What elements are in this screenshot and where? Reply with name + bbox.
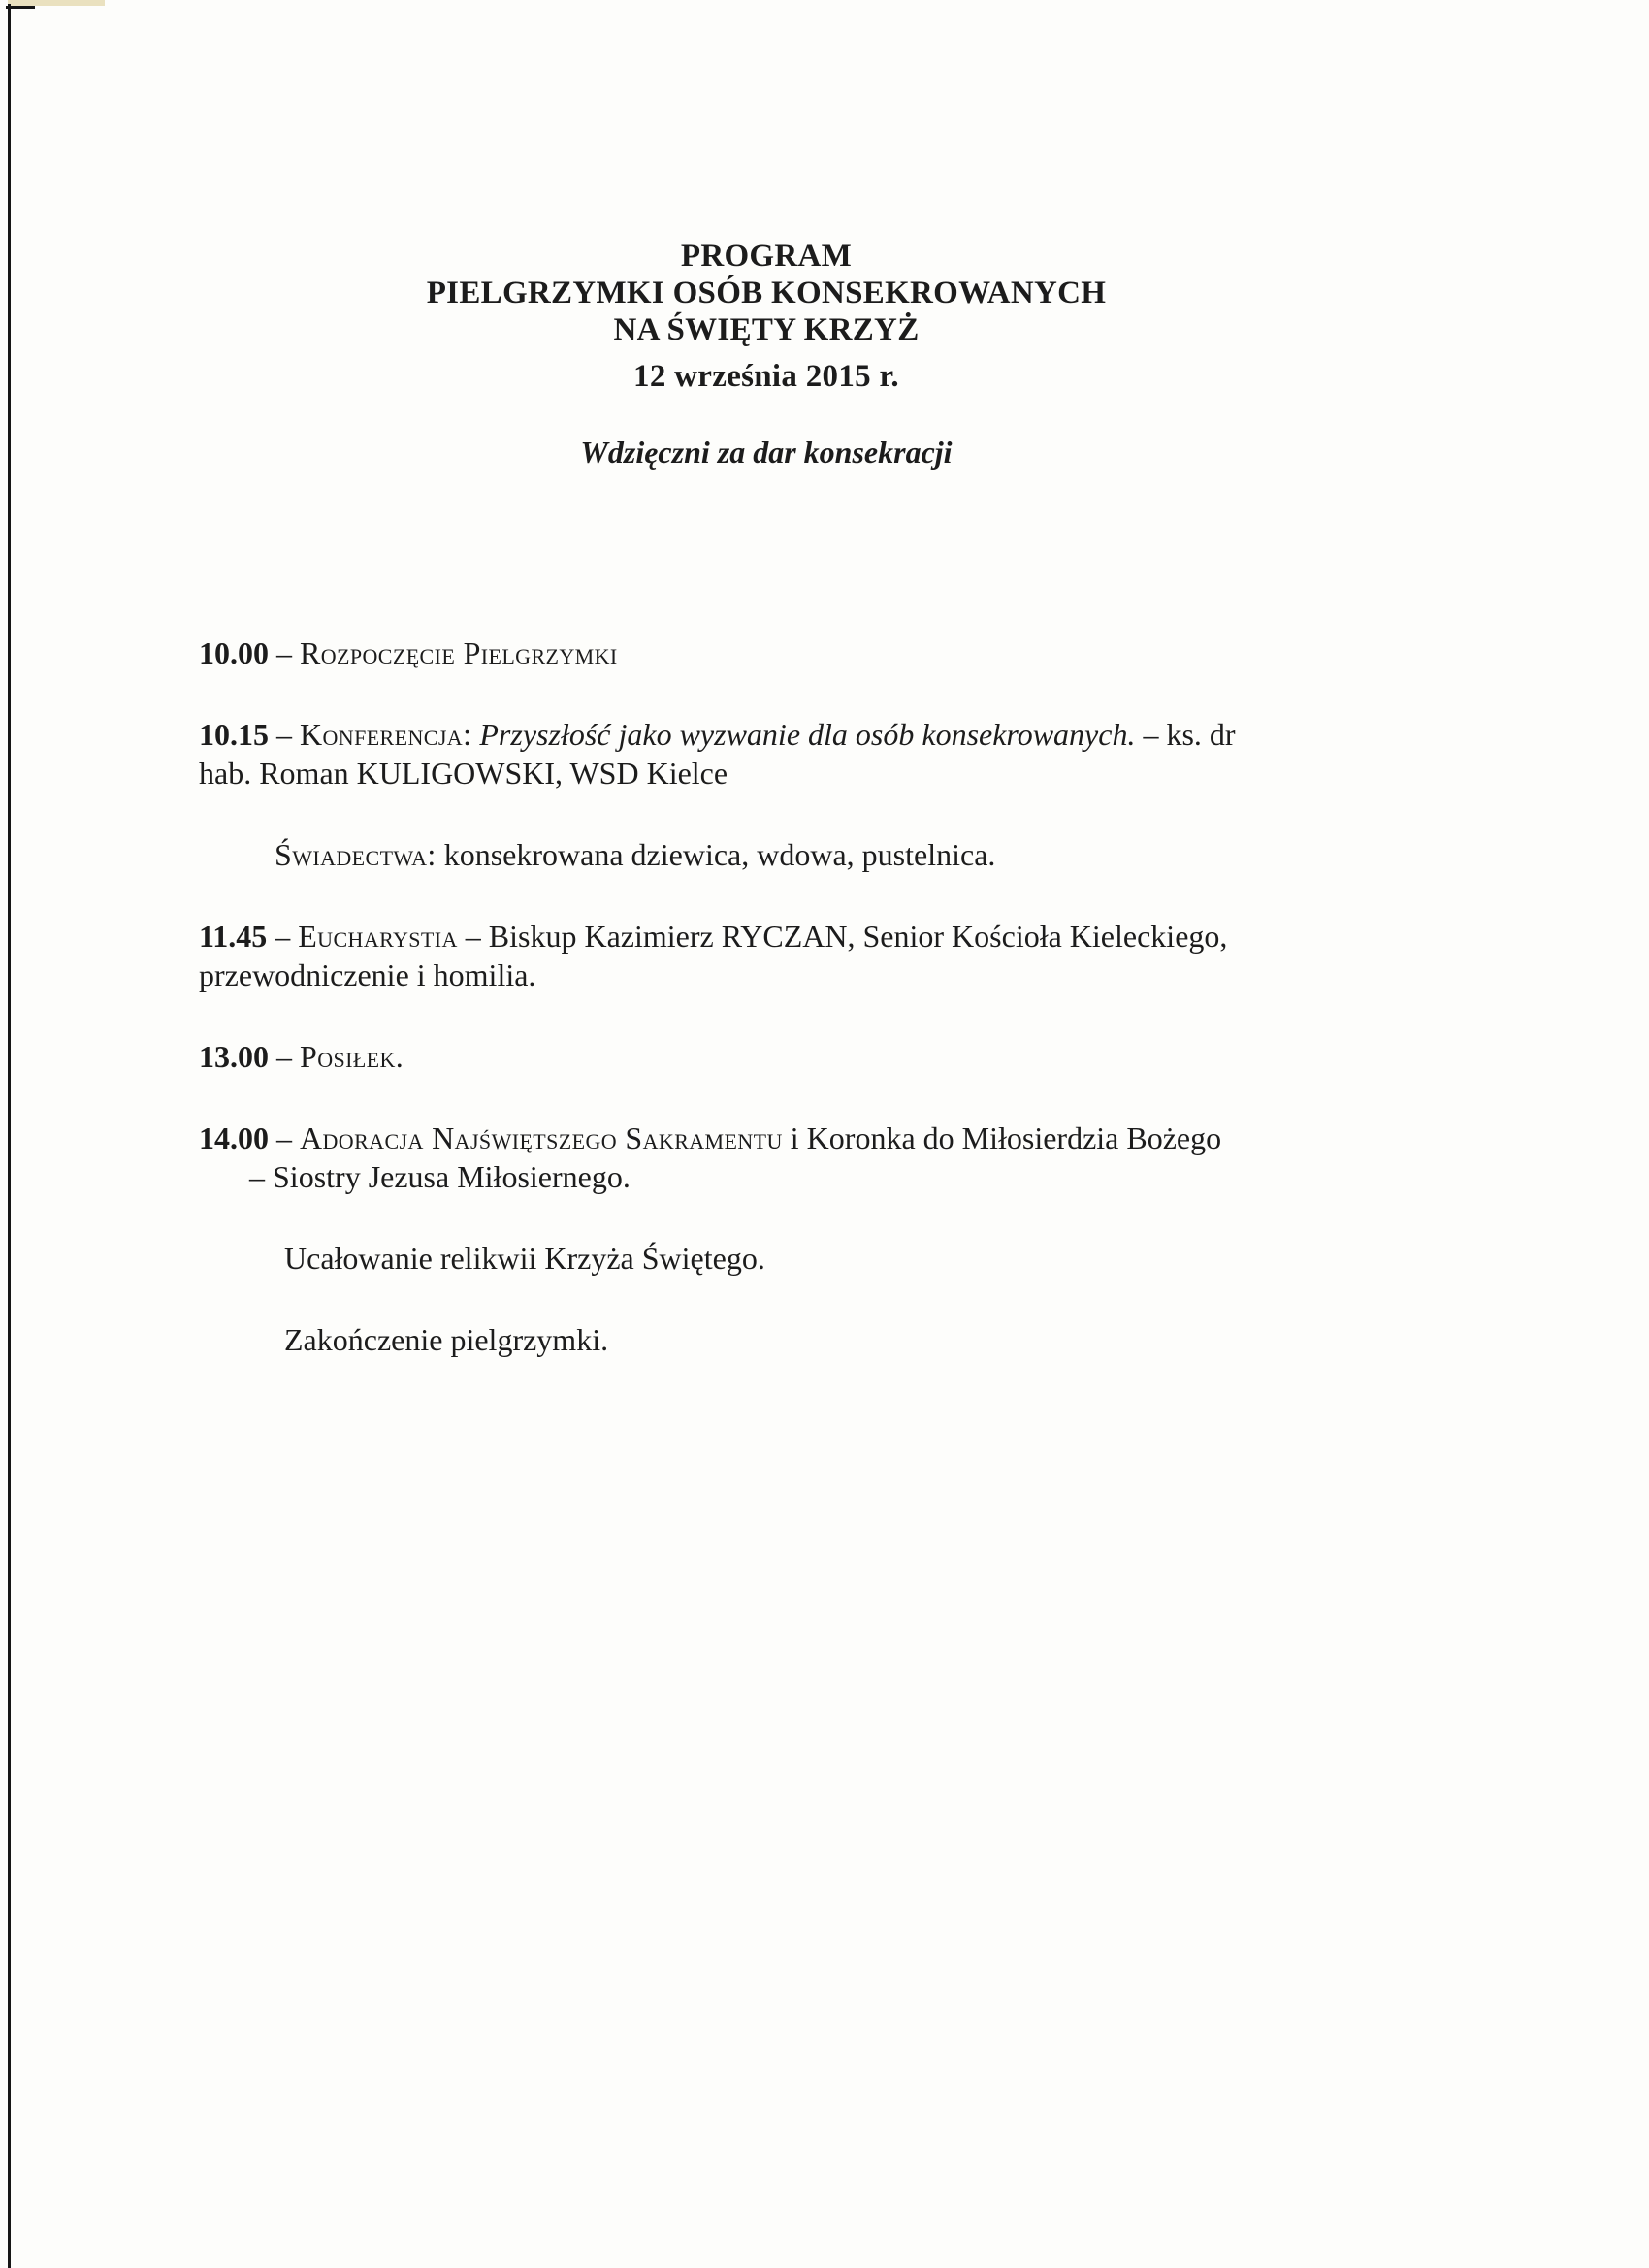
item-separator: – <box>276 635 292 670</box>
document-motto: Wdzięczni za dar konsekracji <box>580 435 953 470</box>
testimonies-label: Świadectwa: <box>275 837 436 872</box>
item-event: Posiłek. <box>300 1039 404 1074</box>
item-time: 10.00 <box>199 635 269 670</box>
speaker-part-1: – ks. dr <box>1143 717 1236 752</box>
item-detail-line-1: – Biskup Kazimierz RYCZAN, Senior Kościoła Kieleckiego, <box>465 919 1228 954</box>
testimonies-text: konsekrowana dziewica, wdowa, pustelnica. <box>443 837 996 872</box>
testimonies-line <box>199 835 1460 874</box>
schedule-list <box>199 633 1460 1359</box>
item-detail-line-2: – Siostry Jezusa Miłosiernego. <box>249 1159 630 1194</box>
scan-edge-horizontal-line <box>6 6 35 9</box>
item-separator: – <box>276 1120 292 1155</box>
closing-line: Zakończenie pielgrzymki. <box>284 1322 609 1357</box>
item-separator: – <box>276 717 292 752</box>
title-line-2: PIELGRZYMKI OSÓB KONSEKROWANYCH <box>426 275 1107 310</box>
title-line-1: PROGRAM <box>680 239 853 274</box>
relic-veneration-line: Ucałowanie relikwii Krzyża Świętego. <box>284 1241 765 1276</box>
scan-edge-vertical-line <box>8 4 11 2268</box>
schedule-item-10-15 <box>199 715 1460 793</box>
item-event: Adoracja Najświętszego Sakramentu <box>300 1120 783 1155</box>
speaker-part-2: hab. Roman KULIGOWSKI, WSD Kielce <box>199 756 728 791</box>
schedule-item-10-00 <box>199 633 1460 672</box>
item-detail-line-2: przewodniczenie i homilia. <box>199 957 536 992</box>
item-detail-line-1: i Koronka do Miłosierdzia Bożego <box>790 1120 1222 1155</box>
schedule-item-14-00 <box>199 1118 1460 1196</box>
title-line-3: NA ŚWIĘTY KRZYŻ <box>613 312 920 347</box>
item-time: 10.15 <box>199 717 269 752</box>
schedule-item-11-45 <box>199 917 1460 994</box>
item-event: Konferencja: <box>300 717 472 752</box>
item-separator: – <box>276 1039 292 1074</box>
item-separator: – <box>275 919 291 954</box>
lecture-title: Przyszłość jako wyzwanie dla osób konsekrowanych. <box>479 717 1136 752</box>
title-date-line: 12 września 2015 r. <box>633 359 899 394</box>
item-event: Eucharystia <box>298 919 458 954</box>
item-time: 13.00 <box>199 1039 269 1074</box>
item-time: 11.45 <box>199 919 268 954</box>
schedule-item-13-00 <box>199 1037 1460 1076</box>
item-time: 14.00 <box>199 1120 269 1155</box>
document-title-block <box>87 0 1445 395</box>
item-event: Rozpoczęcie Pielgrzymki <box>300 635 618 670</box>
